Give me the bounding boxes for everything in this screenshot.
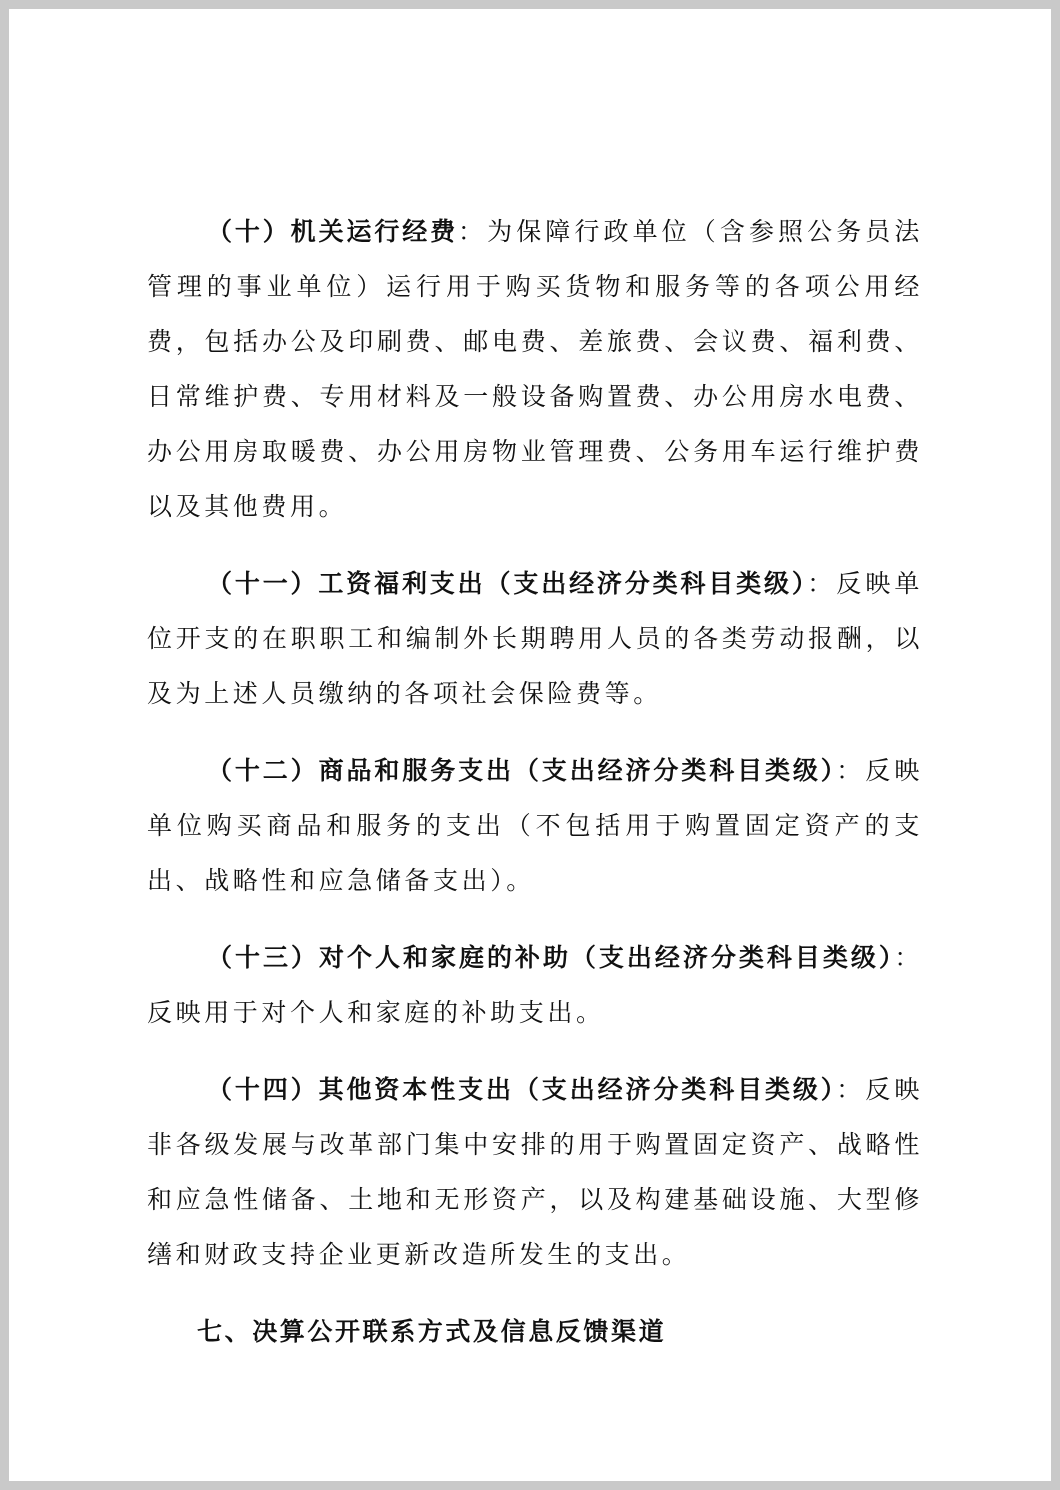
section-heading: 七、决算公开联系方式及信息反馈渠道 — [197, 1317, 667, 1346]
term-14: （十四）其他资本性支出（支出经济分类科目类级） — [207, 1075, 837, 1104]
term-12: （十二）商品和服务支出（支出经济分类科目类级） — [207, 756, 837, 785]
definition-11: ：反映单位开支的在职职工和编制外长期聘用人员的各类劳动报酬，以及为上述人员缴纳的各项社会保险费等。 — [147, 569, 923, 708]
term-11: （十一）工资福利支出（支出经济分类科目类级） — [207, 569, 808, 598]
definition-13: ：反映用于对个人和家庭的补助支出。 — [147, 943, 923, 1027]
paragraph-11 — [147, 556, 923, 721]
paragraph-10 — [147, 204, 923, 534]
term-10: （十）机关运行经费 — [207, 217, 459, 246]
paragraph-13 — [147, 930, 923, 1040]
paragraph-14 — [147, 1062, 923, 1282]
paragraph-12 — [147, 743, 923, 908]
definition-10: ：为保障行政单位（含参照公务员法管理的事业单位）运行用于购买货物和服务等的各项公用经费，包括办公及印刷费、邮电费、差旅费、会议费、福利费、日常维护费、专用材料及一般设备购置费、办公用房水电费、办公用房取暖费、办公用房物业管理费、公务用车运行维护费以及其他费用。 — [147, 217, 923, 521]
document-page — [9, 9, 1051, 1481]
definition-12: ：反映单位购买商品和服务的支出（不包括用于购置固定资产的支出、战略性和应急储备支出）。 — [147, 756, 924, 895]
definition-14: ：反映非各级发展与改革部门集中安排的用于购置固定资产、战略性和应急性储备、土地和无形资产，以及构建基础设施、大型修缮和财政支持企业更新改造所发生的支出。 — [147, 1075, 924, 1269]
document-body — [147, 204, 923, 1359]
term-13: （十三）对个人和家庭的补助（支出经济分类科目类级） — [207, 943, 895, 972]
